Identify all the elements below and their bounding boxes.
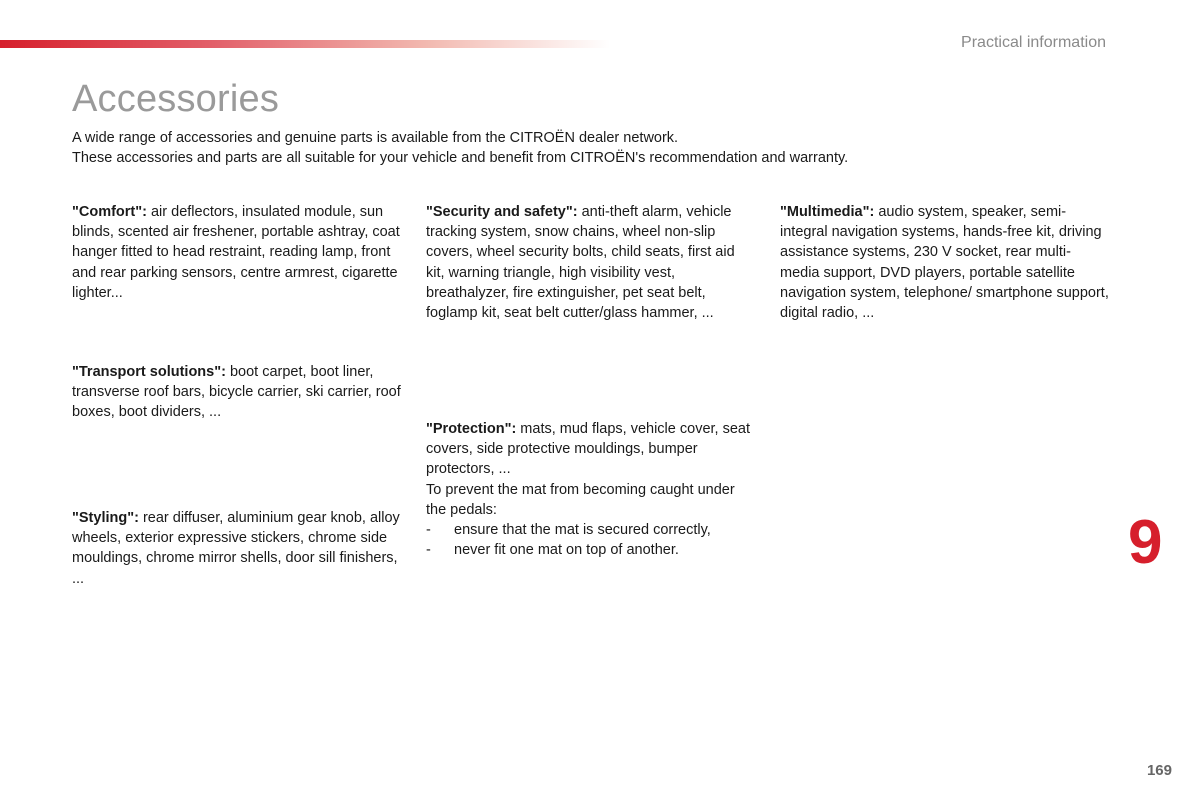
list-item xyxy=(426,540,756,560)
dash-bullet: - xyxy=(426,542,431,559)
list-item xyxy=(426,520,756,540)
transport-block xyxy=(72,362,402,423)
security-block xyxy=(426,202,756,323)
styling-block xyxy=(72,508,402,589)
comfort-block xyxy=(72,202,402,303)
multimedia-label: "Multimedia": xyxy=(780,204,875,220)
protection-block xyxy=(426,419,756,560)
dash-bullet: - xyxy=(426,522,431,539)
styling-text: rear diffuser, aluminium gear knob, alloy wheels, exterior expressive stickers, chrome side mouldings, chrome mirror shells, door sill finishers, ... xyxy=(72,510,400,587)
styling-label: "Styling": xyxy=(72,510,139,526)
intro-text xyxy=(72,128,848,168)
multimedia-text: audio system, speaker, semi-integral navigation systems, hands-free kit, driving assistance systems, 230 V socket, rear multi-media support, DVD players, portable satellite navigation system, telephone/ smartphone support, digital radio, ... xyxy=(780,204,1109,322)
page-title: Accessories xyxy=(72,78,280,120)
security-text: anti-theft alarm, vehicle tracking system, snow chains, wheel non-slip covers, wheel security bolts, child seats, first aid kit, warning triangle, high visibility vest, breathalyzer, fire extinguisher, pet seat belt, foglamp kit, seat belt cutter/glass hammer, ... xyxy=(426,204,735,322)
protection-text: mats, mud flaps, vehicle cover, seat covers, side protective mouldings, bumper protectors, ... xyxy=(426,421,750,478)
transport-label: "Transport solutions": xyxy=(72,364,226,380)
chapter-number: 9 xyxy=(1128,508,1163,577)
transport-text: boot carpet, boot liner, transverse roof bars, bicycle carrier, ski carrier, roof boxes, boot dividers, ... xyxy=(72,364,401,421)
intro-line: A wide range of accessories and genuine parts is available from the CITROËN dealer network. xyxy=(72,130,679,146)
security-label: "Security and safety": xyxy=(426,204,578,220)
comfort-text: air deflectors, insulated module, sun blinds, scented air freshener, portable ashtray, coat hanger fitted to head restraint, reading lamp, front and rear parking sensors, centre armrest, cigarette lighter... xyxy=(72,204,400,301)
intro-line: These accessories and parts are all suitable for your vehicle and benefit from CITROËN's recommendation and warranty. xyxy=(72,150,849,166)
page-number: 169 xyxy=(1146,762,1172,779)
protection-note: To prevent the mat from becoming caught under the pedals: xyxy=(426,481,735,518)
list-item-text: ensure that the mat is secured correctly, xyxy=(454,522,711,539)
multimedia-block xyxy=(780,202,1110,323)
header-accent-bar xyxy=(0,40,610,48)
section-label: Practical information xyxy=(961,34,1106,51)
list-item-text: never fit one mat on top of another. xyxy=(454,542,679,559)
comfort-label: "Comfort": xyxy=(72,204,147,220)
protection-label: "Protection": xyxy=(426,421,517,437)
